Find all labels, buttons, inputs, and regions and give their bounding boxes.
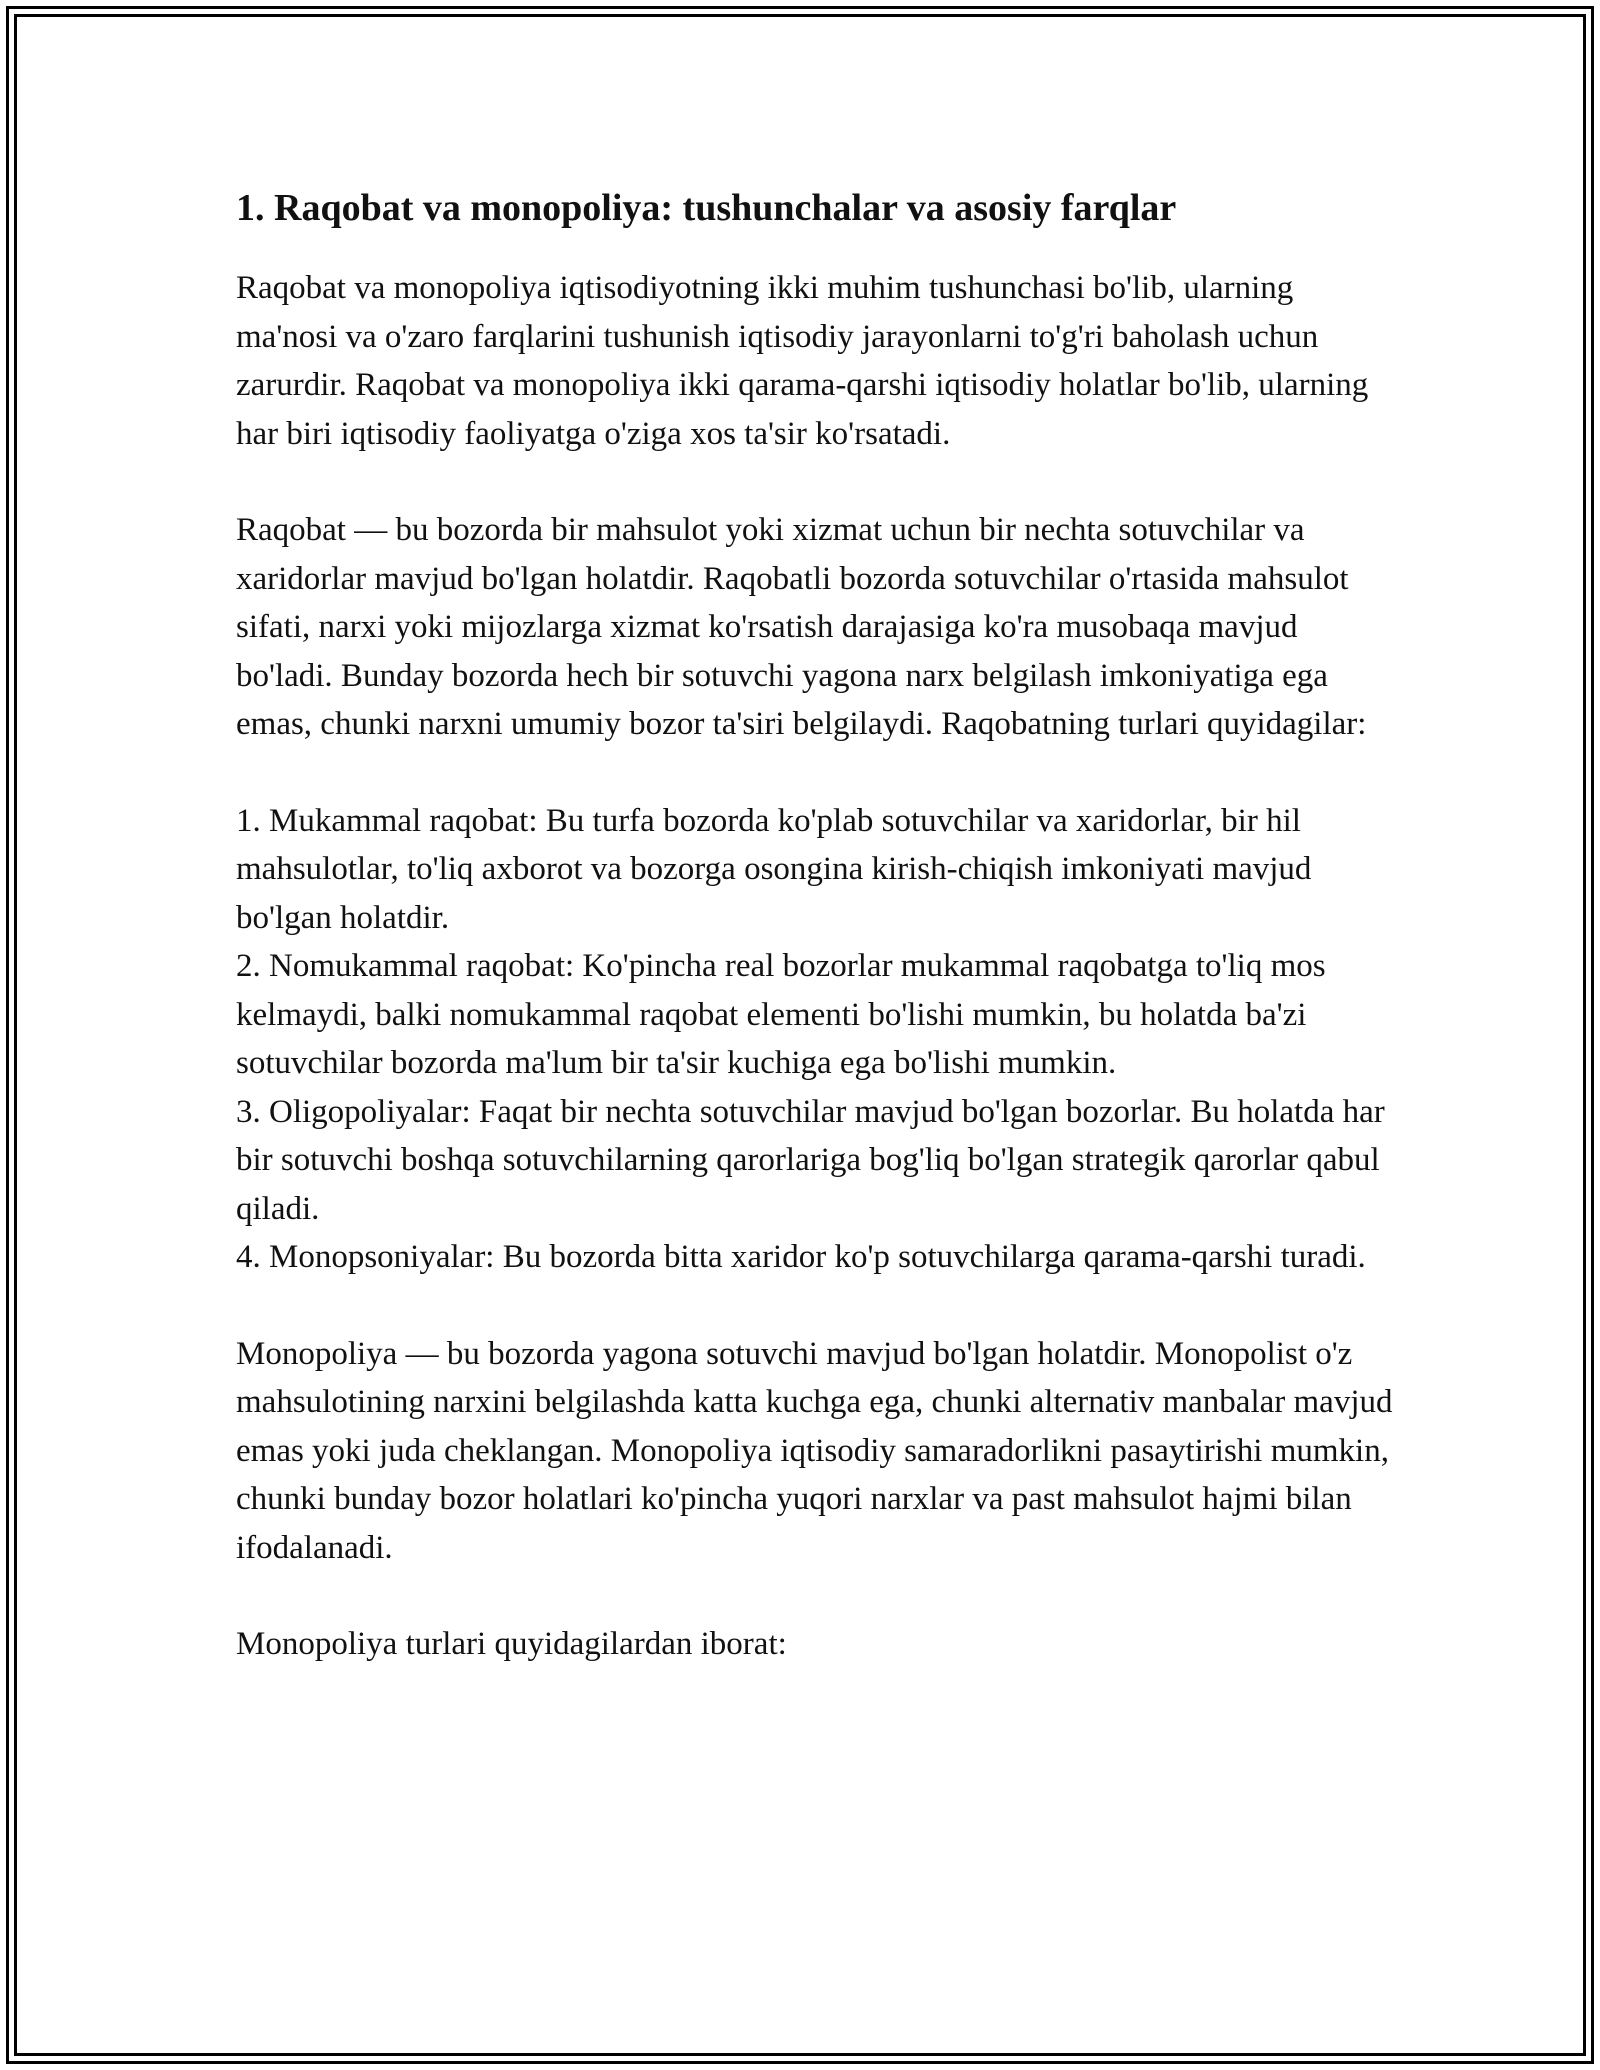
competition-types-list [236,797,1396,1282]
list-item-oligopoly: 3. Oligopoliyalar: Faqat bir nechta sotuvchilar mavjud bo'lgan bozorlar. Bu holatda har bir sotuvchi boshqa sotuvchilarning qarorlariga bog'liq bo'lgan strategik qarorlar qabul qiladi. [236,1093,1385,1227]
monopoly-paragraph: Monopoliya — bu bozorda yagona sotuvchi mavjud bo'lgan holatdir. Monopolist o'z mahsulotining narxini belgilashda katta kuchga ega, chunki alternativ manbalar mavjud emas yoki juda cheklangan. Monopoliya iqtisodiy samaradorlikni pasaytirishi mumkin, chunki bunday bozor holatlari ko'pincha yuqori narxlar va past mahsulot hajmi bilan ifodalanadi. [236,1335,1393,1566]
document-body [236,186,1396,1717]
competition-paragraph: Raqobat — bu bozorda bir mahsulot yoki xizmat uchun bir nechta sotuvchilar va xaridorlar mavjud bo'lgan holatdir. Raqobatli bozorda sotuvchilar o'rtasida mahsulot sifati, narxi yoki mijozlarga xizmat ko'rsatish darajasiga ko'ra musobaqa mavjud bo'ladi. Bunday bozorda hech bir sotuvchi yagona narx belgilash imkoniyatiga ega emas, chunki narxni umumiy bozor ta'siri belgilaydi. Raqobatning turlari quyidagilar: [236,512,1367,742]
intro-paragraph: Raqobat va monopoliya iqtisodiyotning ikki muhim tushunchasi bo'lib, ularning ma'nosi va o'zaro farqlarini tushunish iqtisodiy jarayonlarni to'g'ri baholash uchun zarurdir. Raqobat va monopoliya ikki qarama-qarshi iqtisodiy holatlar bo'lib, ularning har biri iqtisodiy faoliyatga o'ziga xos ta'sir ko'rsatadi. [236,270,1369,452]
list-item-monopsony: 4. Monopsoniyalar: Bu bozorda bitta xaridor ko'p sotuvchilarga qarama-qarshi turadi. [236,1239,1366,1275]
list-item-imperfect-competition: 2. Nomukammal raqobat: Ko'pincha real bozorlar mukammal raqobatga to'liq mos kelmaydi, balki nomukammal raqobat elementi bo'lishi mumkin, bu holatda ba'zi sotuvchilar bozorda ma'lum bir ta'sir kuchiga ega bo'lishi mumkin. [236,948,1326,1081]
section-title: 1. Raqobat va monopoliya: tushunchalar va asosiy farqlar [236,187,1177,229]
monopoly-types-intro: Monopoliya turlari quyidagilardan iborat: [236,1626,787,1662]
list-item-perfect-competition: 1. Mukammal raqobat: Bu turfa bozorda ko'plab sotuvchilar va xaridorlar, bir hil mahsulotlar, to'liq axborot va bozorga osongina kirish-chiqish imkoniyati mavjud bo'lgan holatdir. [236,802,1312,936]
